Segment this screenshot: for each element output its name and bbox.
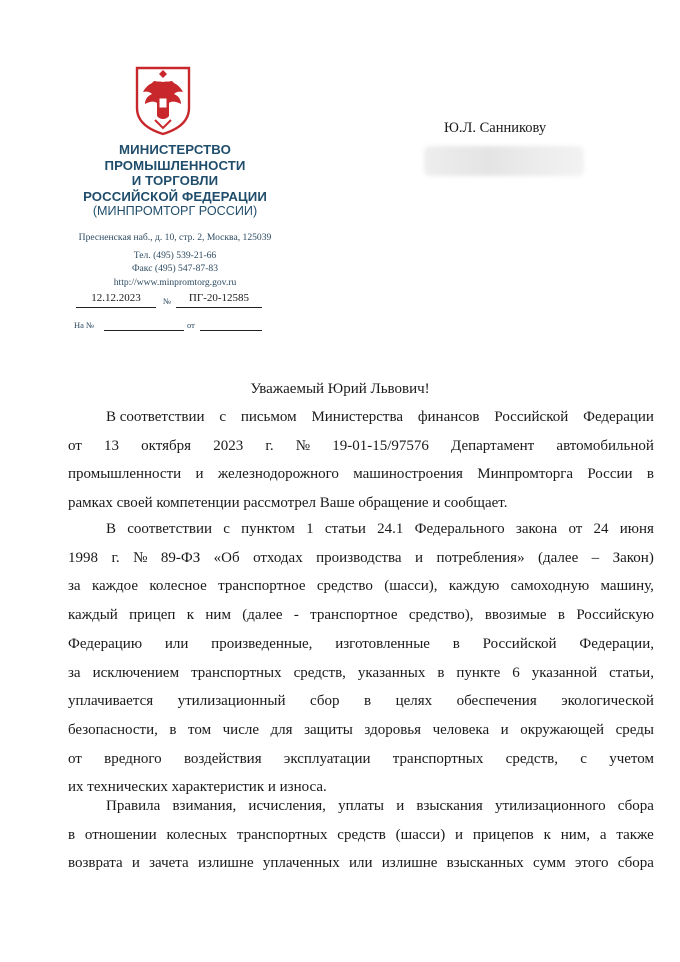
word: исключением (92, 664, 180, 681)
word: письмом (240, 409, 297, 425)
word: 6 (512, 664, 520, 681)
text-line (68, 849, 654, 878)
phone: Тел. (495) 539-21-66 (133, 249, 217, 261)
word: среды (615, 721, 654, 738)
text-line (68, 544, 654, 573)
word: средство (316, 578, 373, 595)
word: и (415, 549, 424, 566)
word: и (396, 798, 405, 814)
word: России (587, 466, 633, 483)
coat-of-arms-icon (133, 64, 193, 136)
number-label: № (163, 296, 172, 306)
date-underline (76, 307, 156, 308)
word: «Об (213, 549, 240, 566)
word: Федерации (583, 409, 654, 425)
word: за (68, 664, 81, 681)
word: в (169, 721, 177, 738)
text-line (68, 601, 654, 630)
word: транспортных (392, 750, 484, 767)
org-line: РОССИЙСКОЙ ФЕДЕРАЦИИ (83, 188, 267, 204)
word: ним, (560, 826, 590, 843)
paragraph-3 (68, 792, 654, 878)
word: октября (141, 437, 192, 454)
word: возврата (68, 855, 123, 872)
word: средств, (293, 664, 346, 681)
word: Федерального (414, 521, 505, 537)
text-line (68, 716, 654, 745)
word: 1998 (68, 549, 98, 566)
word: промышленности (68, 466, 182, 483)
word: от (68, 437, 82, 454)
word: и (500, 721, 509, 738)
word: за (68, 578, 81, 595)
text-line (68, 687, 654, 716)
org-line: МИНИСТЕРСТВО (119, 142, 231, 157)
word: от (68, 750, 82, 767)
word: пунктом (241, 521, 295, 537)
word: или (164, 635, 189, 652)
word: взыскания (416, 798, 483, 814)
word: сбора (617, 855, 654, 872)
word: или (348, 855, 373, 872)
text-line (68, 515, 654, 544)
text-line (68, 792, 654, 821)
ministry-name (60, 142, 290, 219)
word: с (219, 409, 227, 425)
word: каждый (68, 607, 118, 624)
word: пункте (456, 664, 501, 681)
word: Министерства (311, 409, 403, 425)
word: к (186, 607, 195, 624)
word: отходах (253, 549, 303, 566)
word: № (295, 437, 311, 454)
word: самоходную (510, 578, 590, 595)
word: колесное (149, 578, 207, 595)
word: в (646, 466, 654, 483)
word: безопасности, (68, 721, 158, 738)
ref-label: На № (74, 320, 95, 330)
word: и (455, 826, 464, 843)
word: зачета (149, 855, 189, 872)
word: - (293, 607, 299, 624)
word: Российской (482, 635, 557, 652)
word: этого (574, 855, 609, 872)
word: и (195, 466, 204, 483)
word: Российской (494, 409, 569, 425)
org-line: ПРОМЫШЛЕННОСТИ (104, 157, 246, 173)
word: – (591, 549, 600, 566)
word: (далее (242, 607, 283, 624)
ref-from-underline (200, 330, 262, 331)
word: (шасси), (384, 578, 438, 595)
word: от (568, 521, 583, 537)
word: уплаты (338, 798, 384, 814)
word: потребления» (436, 549, 525, 566)
word: Федерацию (68, 635, 143, 652)
word: средство), (408, 607, 474, 624)
text-line (68, 745, 654, 774)
contact-block (30, 231, 320, 289)
word: автомобильной (556, 437, 654, 454)
word: ввозимые (484, 607, 547, 624)
word: прицеп (129, 607, 176, 624)
word: машину, (600, 578, 654, 595)
address: Пресненская наб., д. 10, стр. 2, Москва, 125039 (78, 232, 272, 243)
salutation: Уважаемый Юрий Львович! (250, 381, 430, 397)
word: каждую (448, 578, 500, 595)
word: воздействия (183, 750, 262, 767)
word: утилизационный (177, 693, 286, 710)
fax: Факс (495) 547-87-83 (131, 263, 219, 275)
website: http://www.minpromtorg.gov.ru (113, 276, 237, 288)
text-line (68, 659, 654, 688)
word: сумм (533, 855, 566, 872)
word: 13 (104, 437, 120, 454)
text-line (68, 572, 654, 601)
word: с (580, 750, 587, 767)
word: средств, (505, 750, 558, 767)
word: Правила (106, 798, 161, 814)
word: уплачивается (68, 693, 154, 710)
word: № (133, 549, 148, 566)
word: 2023 (213, 437, 244, 454)
word: взимания, (172, 798, 237, 814)
word: статьи, (609, 664, 654, 681)
text-line (68, 432, 654, 461)
word: каждое (91, 578, 139, 595)
word: колесных (166, 826, 228, 843)
word: железнодорожного (217, 466, 339, 483)
word: 1 (306, 521, 314, 537)
word: статьи (324, 521, 366, 537)
word: в (452, 635, 460, 652)
word: целях (395, 693, 433, 710)
word: Департамент (451, 437, 535, 454)
word: учетом (609, 750, 654, 767)
word: Российскую (576, 607, 654, 624)
number-underline (176, 307, 262, 308)
word: В соответствии (106, 409, 205, 425)
word: вредного (104, 750, 162, 767)
word: изготовленные (335, 635, 430, 652)
org-short-name: (МИНПРОМТОРГ РОССИИ) (92, 204, 258, 218)
word: в (437, 664, 445, 681)
word: финансов (417, 409, 480, 425)
paragraph-1 (68, 403, 654, 518)
word: транспортное (218, 578, 306, 595)
word: указанных (357, 664, 426, 681)
word: в (557, 607, 565, 624)
word: окружающей (520, 721, 605, 738)
word: 24.1 (377, 521, 404, 537)
word: и (131, 855, 140, 872)
word: закона (515, 521, 558, 537)
word: транспортных (191, 664, 282, 681)
word: прицепов (472, 826, 534, 843)
word: здоровья (364, 721, 422, 738)
word: в (363, 693, 372, 710)
word: ним (205, 607, 231, 624)
word: г. (111, 549, 120, 566)
word: к (543, 826, 551, 843)
registration-date: 12.12.2023 (91, 292, 141, 304)
word: Закон) (612, 549, 654, 566)
text-line: рамках своей компетенции рассмотрел Ваше обращение и сообщает. (68, 495, 508, 512)
word: сбор (310, 693, 340, 710)
word: Минпромторга (477, 466, 574, 483)
text-line (68, 630, 654, 659)
word: том (188, 721, 212, 738)
word: в (68, 826, 76, 843)
registration-number: ПГ-20-12585 (188, 292, 250, 304)
word: 24 (593, 521, 609, 537)
word: (шасси) (395, 826, 446, 843)
word: транспортных (236, 826, 328, 843)
word: уплаченных (262, 855, 340, 872)
word: числе (222, 721, 259, 738)
word: производства (316, 549, 402, 566)
word: эксплуатации (283, 750, 371, 767)
word: г. (265, 437, 274, 454)
word: с (223, 521, 230, 537)
word: защиты (304, 721, 353, 738)
paragraph-2 (68, 515, 654, 802)
word: транспортное (310, 607, 398, 624)
word: 89-ФЗ (160, 549, 201, 566)
addressee-name: Ю.Л. Санникову (444, 120, 547, 136)
word: машиностроения (353, 466, 463, 483)
word: для (270, 721, 293, 738)
word: излишне (381, 855, 438, 872)
word: отношении (84, 826, 157, 843)
word: взысканных (446, 855, 524, 872)
ref-underline (104, 330, 184, 331)
text-line (68, 821, 654, 850)
word: произведенные, (211, 635, 313, 652)
word: июня (619, 521, 654, 537)
text-line: их технических характеристик и износа. (68, 779, 327, 796)
word: соответствии (127, 521, 213, 537)
word: утилизационного (495, 798, 606, 814)
text-line (68, 460, 654, 489)
org-line: И ТОРГОВЛИ (131, 173, 219, 188)
word: человека (432, 721, 490, 738)
word: Федерации, (579, 635, 654, 652)
word: также (616, 826, 654, 843)
word: В (106, 521, 117, 537)
word: сбора (617, 798, 654, 814)
ref-from-label: от (187, 320, 195, 330)
word: (далее (538, 549, 579, 566)
word: экологической (561, 693, 654, 710)
word: обеспечения (456, 693, 537, 710)
word: исчисления, (248, 798, 326, 814)
word: 19-01-15/97576 (332, 437, 429, 454)
text-line (68, 403, 654, 432)
redacted-address (424, 146, 584, 176)
word: а (599, 826, 607, 843)
word: средств (337, 826, 386, 843)
word: указанной (531, 664, 598, 681)
word: излишне (197, 855, 254, 872)
